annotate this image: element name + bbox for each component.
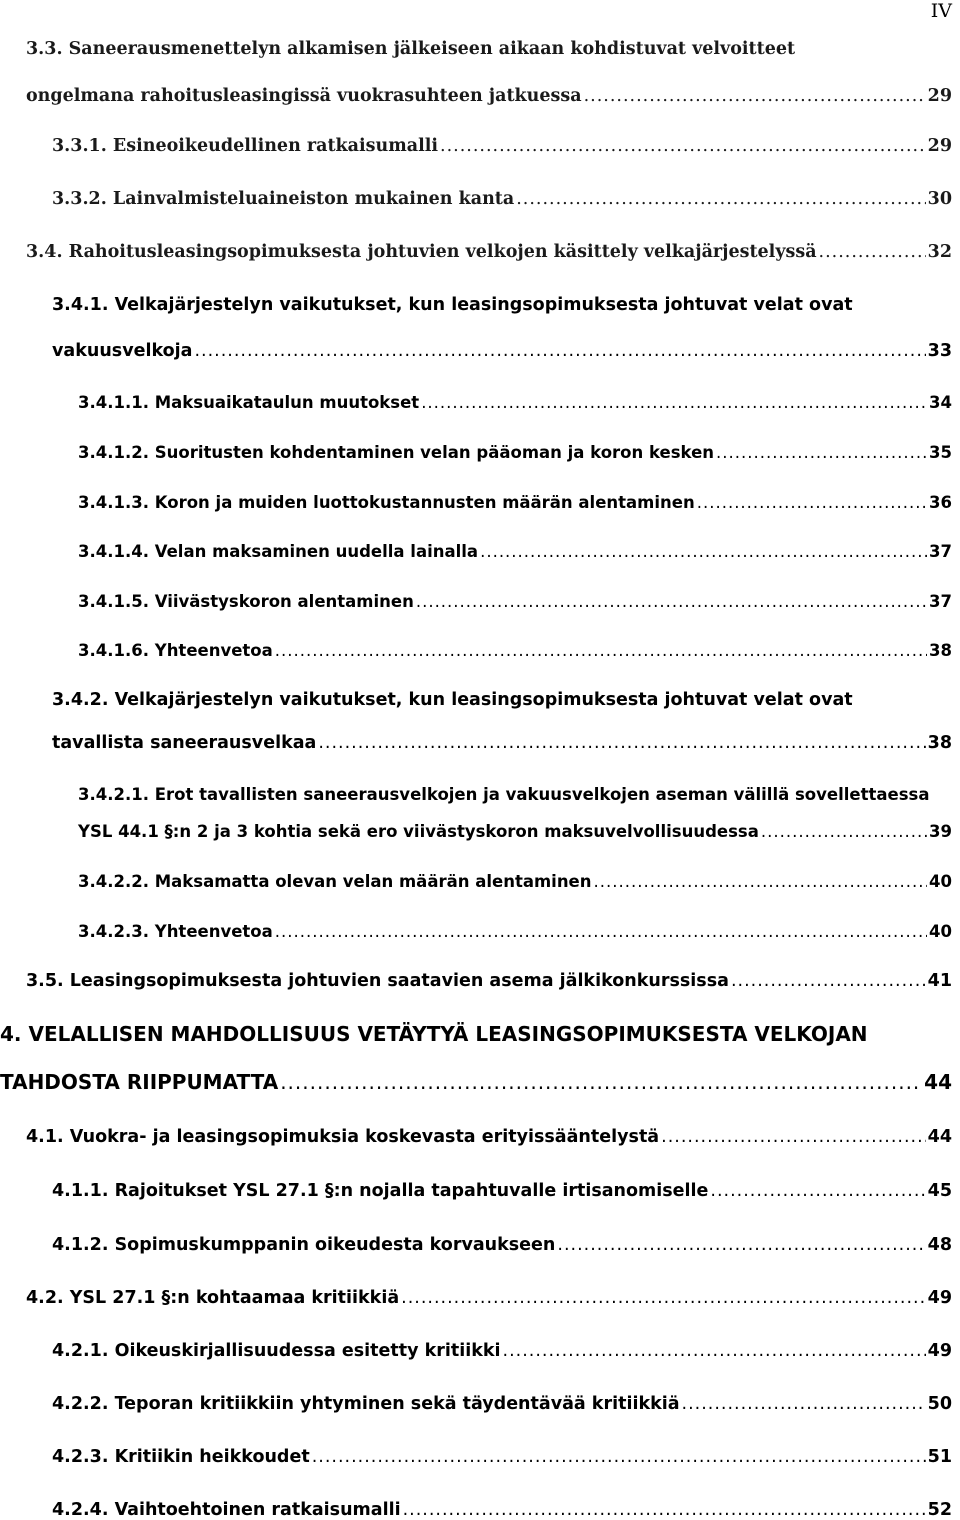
- toc-entry-title: 3.3.1. Esineoikeudellinen ratkaisumalli: [52, 136, 439, 156]
- toc-entry-line: [78, 542, 952, 561]
- toc-entry-line: [78, 641, 952, 660]
- toc-page-number: 49: [927, 1288, 952, 1308]
- dot-leader: [318, 733, 925, 753]
- toc-page-number: 37: [929, 592, 952, 611]
- toc-entry-title: 3.3. Saneerausmenettelyn alkamisen jälkeiseen aikaan kohdistuvat velvoitteet: [26, 39, 796, 59]
- toc-entry-line: [78, 872, 952, 891]
- toc-entry-title: 3.4.1.3. Koron ja muiden luottokustannusten määrän alentaminen: [78, 493, 695, 512]
- toc-entry-line: [78, 922, 952, 941]
- dot-leader: [516, 189, 925, 209]
- dot-leader: [440, 136, 926, 156]
- toc-entry-title: 4.1.1. Rajoitukset YSL 27.1 §:n nojalla tapahtuvalle irtisanomiselle: [52, 1181, 709, 1201]
- toc-page-number: 44: [927, 1127, 952, 1147]
- toc-entry-line: [52, 1447, 952, 1467]
- toc-page-number: 30: [927, 189, 952, 209]
- toc-entry-title: tavallista saneerausvelkaa: [52, 733, 317, 753]
- dot-leader: [661, 1127, 926, 1147]
- toc-entry-title: 3.4.1.5. Viivästyskoron alentaminen: [78, 592, 414, 611]
- toc-page-number: 40: [929, 922, 952, 941]
- dot-leader: [275, 922, 927, 941]
- toc-page-number: 39: [929, 822, 952, 841]
- toc-entry-title: 3.4.1.6. Yhteenvetoa: [78, 641, 273, 660]
- dot-leader: [731, 971, 926, 991]
- toc-entry-title: 3.4.1. Velkajärjestelyn vaikutukset, kun leasingsopimuksesta johtuvat velat ovat: [52, 295, 853, 315]
- dot-leader: [682, 1394, 926, 1414]
- dot-leader: [416, 592, 927, 611]
- toc-entry-line: [26, 242, 952, 262]
- dot-leader: [594, 872, 928, 891]
- toc-entry-title: 3.4.1.1. Maksuaikataulun muutokset: [78, 393, 420, 412]
- toc-page-number: 34: [929, 393, 952, 412]
- toc-entry-line: [52, 733, 952, 753]
- dot-leader: [761, 822, 927, 841]
- toc-entry-title: 4. VELALLISEN MAHDOLLISUUS VETÄYTYÄ LEASINGSOPIMUKSESTA VELKOJAN: [0, 1022, 868, 1046]
- toc-page-number: 51: [927, 1447, 952, 1467]
- toc-entry-title: 3.4.2. Velkajärjestelyn vaikutukset, kun leasingsopimuksesta johtuvat velat ovat: [52, 690, 853, 710]
- toc-entry-line: [0, 1022, 952, 1046]
- dot-leader: [280, 1070, 922, 1094]
- toc-entry-line: [26, 86, 952, 106]
- toc-entry-line: [52, 690, 952, 710]
- toc-entry-title: 4.1. Vuokra- ja leasingsopimuksia koskevasta erityissääntelystä: [26, 1127, 660, 1147]
- toc-entry-line: [26, 971, 952, 991]
- toc-entry-title: 4.2.3. Kritiikin heikkoudet: [52, 1447, 310, 1467]
- toc-entry-line: [52, 136, 952, 156]
- toc-page-number: 36: [929, 493, 952, 512]
- toc-entry-title: 3.4.2.3. Yhteenvetoa: [78, 922, 273, 941]
- dot-leader: [401, 1288, 926, 1308]
- toc-entry-title: 4.2.4. Vaihtoehtoinen ratkaisumalli: [52, 1500, 401, 1520]
- toc-page-number: 29: [927, 86, 952, 106]
- toc-entry-line: [52, 341, 952, 361]
- dot-leader: [194, 341, 925, 361]
- toc-entry-line: [52, 295, 952, 315]
- dot-leader: [710, 1181, 925, 1201]
- toc-entry-line: [26, 1127, 952, 1147]
- toc-page-number: 52: [927, 1500, 952, 1520]
- toc-entry-title: 3.4. Rahoitusleasingsopimuksesta johtuvien velkojen käsittely velkajärjestelyssä: [26, 242, 817, 262]
- toc-entry-line: [78, 443, 952, 462]
- toc-entry-line: [52, 1235, 952, 1255]
- toc-entry-title: ongelmana rahoitusleasingissä vuokrasuhteen jatkuessa: [26, 86, 582, 106]
- dot-leader: [584, 86, 926, 106]
- toc-entry-title: vakuusvelkoja: [52, 341, 193, 361]
- toc-page-number: 37: [929, 542, 952, 561]
- toc-entry-title: 3.4.1.2. Suoritusten kohdentaminen velan pääoman ja koron kesken: [78, 443, 715, 462]
- toc-entry-line: [78, 592, 952, 611]
- toc-entry-line: [26, 1288, 952, 1308]
- toc-page-number: 33: [927, 341, 952, 361]
- toc-page-number: 49: [927, 1341, 952, 1361]
- dot-leader: [403, 1500, 926, 1520]
- toc-page-number: 45: [927, 1181, 952, 1201]
- dot-leader: [503, 1341, 926, 1361]
- toc-page-number: 35: [929, 443, 952, 462]
- toc-page-number: 41: [927, 971, 952, 991]
- toc-page-number: 48: [927, 1235, 952, 1255]
- toc-entry-line: [52, 189, 952, 209]
- toc-entry-line: [52, 1500, 952, 1520]
- toc-entry-line: [52, 1394, 952, 1414]
- dot-leader: [557, 1235, 925, 1255]
- page-number: IV: [930, 0, 952, 22]
- dot-leader: [480, 542, 927, 561]
- toc-entry-title: 3.4.2.1. Erot tavallisten saneerausvelkojen ja vakuusvelkojen aseman välillä sovellettaessa: [78, 785, 930, 804]
- toc-entry-line: [78, 785, 952, 804]
- toc-entry-title: 4.2. YSL 27.1 §:n kohtaamaa kritiikkiä: [26, 1288, 400, 1308]
- dot-leader: [275, 641, 927, 660]
- toc-entry-title: YSL 44.1 §:n 2 ja 3 kohtia sekä ero viivästyskoron maksuvelvollisuudessa: [78, 822, 759, 841]
- toc-entry-line: [0, 1070, 952, 1094]
- dot-leader: [819, 242, 926, 262]
- toc-entry-title: 3.4.2.2. Maksamatta olevan velan määrän alentaminen: [78, 872, 592, 891]
- toc-entry-title: 3.4.1.4. Velan maksaminen uudella lainalla: [78, 542, 479, 561]
- dot-leader: [697, 493, 927, 512]
- toc-entry-line: [78, 822, 952, 841]
- toc-entry-line: [78, 493, 952, 512]
- toc-page-number: 29: [927, 136, 952, 156]
- toc-page-number: 38: [929, 641, 952, 660]
- toc-entry-title: 3.5. Leasingsopimuksesta johtuvien saatavien asema jälkikonkurssissa: [26, 971, 729, 991]
- toc-page-number: 44: [924, 1070, 952, 1094]
- toc-entry-title: 4.2.1. Oikeuskirjallisuudessa esitetty kritiikki: [52, 1341, 501, 1361]
- toc-entry-title: 4.2.2. Teporan kritiikkiin yhtyminen sekä täydentävää kritiikkiä: [52, 1394, 680, 1414]
- toc-page-number: 50: [927, 1394, 952, 1414]
- toc-entry-title: 3.3.2. Lainvalmisteluaineiston mukainen kanta: [52, 189, 515, 209]
- toc-entry-line: [78, 393, 952, 412]
- toc-entry-title: TAHDOSTA RIIPPUMATTA: [0, 1070, 279, 1094]
- toc-entry-line: [52, 1341, 952, 1361]
- dot-leader: [312, 1447, 926, 1467]
- toc-page-number: 38: [927, 733, 952, 753]
- toc-page-number: 32: [927, 242, 952, 262]
- toc-entry-line: [26, 39, 952, 59]
- toc-entry-title: 4.1.2. Sopimuskumppanin oikeudesta korvaukseen: [52, 1235, 556, 1255]
- toc-page-number: 40: [929, 872, 952, 891]
- dot-leader: [716, 443, 927, 462]
- toc-entry-line: [52, 1181, 952, 1201]
- dot-leader: [421, 393, 927, 412]
